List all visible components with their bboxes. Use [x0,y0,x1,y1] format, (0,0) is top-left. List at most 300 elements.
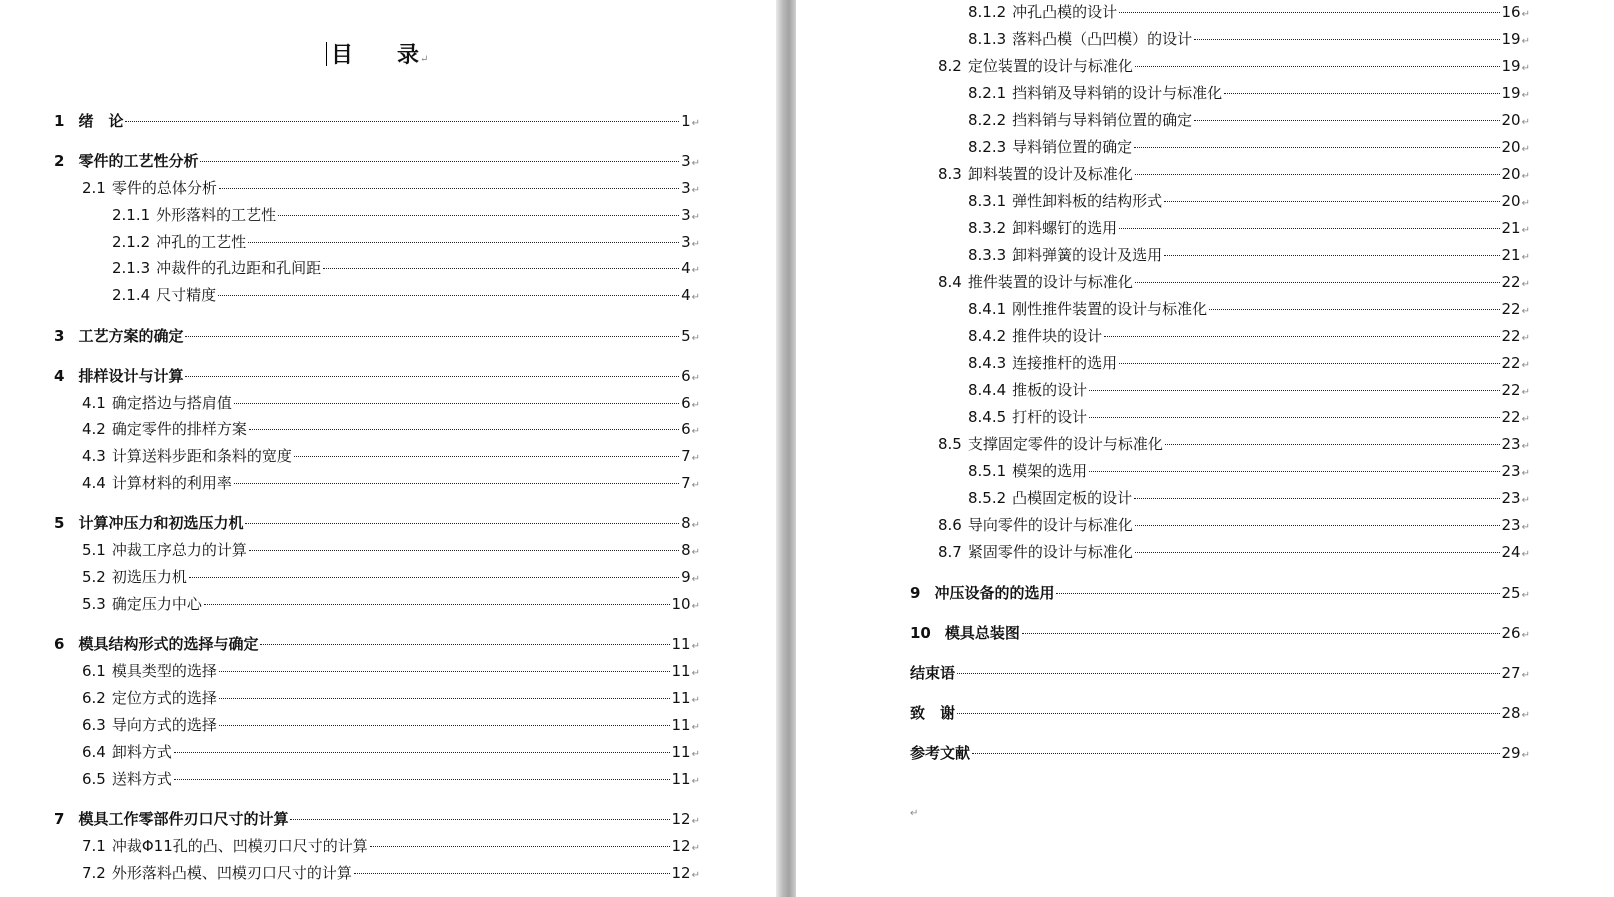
toc-entry-title: 定位方式的选择 [111,689,217,707]
toc-entry-title: 推板的设计 [1012,381,1088,399]
toc-entry-title: 初选压力机 [111,568,187,586]
dot-leader [189,577,679,578]
toc-entry-page: 23 [1501,435,1521,453]
toc-entry-number: 8.3.2 [968,219,1007,237]
toc-entry-page: 27 [1501,664,1521,682]
dot-leader [1022,633,1500,634]
toc-entry-page: 23 [1501,516,1521,534]
toc-entry-title: 模具结构形式的选择与确定 [78,635,259,653]
paragraph-mark-icon: ↵ [691,426,700,437]
toc-entry-page: 22 [1501,300,1521,318]
dot-leader [1089,471,1499,472]
toc-entry-title: 模架的选用 [1012,462,1088,480]
toc-entry-page: 20 [1501,192,1521,210]
paragraph-mark-icon: ↵ [691,574,700,585]
toc-entry-number: 8.4 [938,273,962,291]
toc-entry[interactable] [968,407,1530,430]
toc-entry[interactable] [968,29,1530,52]
toc-entry-title: 刚性推件装置的设计与标准化 [1012,300,1208,318]
toc-entry[interactable] [82,473,700,496]
toc-entry-title: 推件装置的设计与标准化 [967,273,1133,291]
toc-entry[interactable] [968,461,1530,484]
toc-heading [326,38,428,69]
toc-entry-title: 零件的总体分析 [111,179,217,197]
toc-entry-number: 4.1 [82,394,106,412]
toc-entry-title: 推件块的设计 [1012,327,1103,345]
toc-entry-number: 6.1 [82,662,106,680]
paragraph-mark-icon: ↵ [1521,117,1530,128]
toc-entry-page: 21 [1501,246,1521,264]
dot-leader [219,725,670,726]
toc-entry[interactable] [54,366,700,389]
dot-leader [1165,444,1500,445]
toc-entry[interactable] [54,513,700,536]
dot-leader [200,161,679,162]
dot-leader [972,753,1500,754]
paragraph-mark-icon: ↵ [691,520,700,531]
dot-leader [260,644,669,645]
toc-entry-number: 6.5 [82,770,106,788]
paragraph-mark-icon: ↵ [691,158,700,169]
toc-entry-title: 挡料销与导料销位置的确定 [1012,111,1193,129]
toc-entry-title: 外形落料的工艺性 [156,206,277,224]
toc-entry[interactable] [82,863,700,886]
dot-leader [1135,174,1500,175]
paragraph-mark-icon: ↵ [1521,750,1530,761]
toc-entry[interactable] [968,326,1530,349]
paragraph-mark-icon: ↵ [1521,144,1530,155]
toc-entry[interactable] [938,542,1530,565]
toc-entry-number: 8.7 [938,543,962,561]
toc-entry-page: 25 [1501,584,1521,602]
toc-entry-title: 计算材料的利用率 [111,474,232,492]
toc-entry[interactable] [82,540,700,563]
document-page-left [0,0,776,897]
toc-entry-number: 3 [54,327,65,345]
toc-entry[interactable] [82,688,700,711]
text-cursor [326,42,327,66]
toc-entry[interactable] [968,245,1530,268]
toc-entry[interactable] [112,232,700,255]
dot-leader [290,819,669,820]
toc-entry-number: 6 [54,635,65,653]
toc-entry-page: 4 [681,286,691,304]
toc-entry-page: 3 [681,179,691,197]
toc-entry[interactable] [54,809,700,832]
toc-entry-title: 绪 论 [78,112,124,130]
dot-leader [294,456,679,457]
paragraph-mark-icon: ↵ [691,480,700,491]
paragraph-mark-icon: ↵ [691,749,700,760]
toc-entry-title: 参考文献 [910,744,971,762]
toc-entry-title: 送料方式 [111,770,172,788]
toc-entry-title: 致 谢 [910,704,956,722]
paragraph-mark-icon: ↵ [1521,225,1530,236]
toc-entry-title: 落料凸模（凸凹模）的设计 [1012,30,1193,48]
dot-leader [1135,282,1500,283]
dot-leader [185,376,679,377]
paragraph-mark-icon: ↵ [1521,468,1530,479]
toc-entry-page: 7 [681,447,691,465]
dot-leader [278,215,679,216]
toc-entry-page: 3 [681,206,691,224]
paragraph-mark-icon: ↵ [1521,252,1530,263]
paragraph-mark-icon: ↵ [691,601,700,612]
toc-entry-title: 凸模固定板的设计 [1012,489,1133,507]
toc-entry[interactable] [910,703,1530,726]
toc-entry[interactable] [82,594,700,617]
toc-entry[interactable] [82,769,700,792]
toc-entry-title: 卸料装置的设计及标准化 [967,165,1133,183]
toc-entry-number: 5.1 [82,541,106,559]
toc-entry-title: 外形落料凸模、凹模刃口尺寸的计算 [111,864,352,882]
paragraph-mark-icon: ↵ [1521,387,1530,398]
paragraph-mark-icon: ↵ [1521,670,1530,681]
toc-entry-page: 19 [1501,57,1521,75]
toc-entry-number: 5 [54,514,65,532]
toc-entry-number: 2.1.3 [112,259,151,277]
toc-entry-number: 5.2 [82,568,106,586]
dot-leader [1135,525,1500,526]
paragraph-mark-icon: ↵ [1521,710,1530,721]
toc-entry-number: 8.3 [938,165,962,183]
dot-leader [245,523,679,524]
toc-entry-title: 冲孔凸模的设计 [1012,3,1118,21]
paragraph-mark-icon: ↵ [1521,360,1530,371]
toc-entry-page: 24 [1501,543,1521,561]
toc-entry-page: 9 [681,568,691,586]
toc-entry[interactable] [54,111,700,134]
toc-entry-page: 10 [671,595,691,613]
toc-entry-page: 20 [1501,111,1521,129]
paragraph-mark-icon: ↵ [691,185,700,196]
toc-entry-title: 排样设计与计算 [78,367,184,385]
dot-leader [957,713,1500,714]
toc-entry-number: 2.1.4 [112,286,151,304]
toc-entry-page: 7 [681,474,691,492]
toc-entry[interactable] [938,272,1530,295]
paragraph-mark-icon: ↵ [1521,590,1530,601]
paragraph-mark-icon: ↵ [691,400,700,411]
toc-entry[interactable] [968,137,1530,160]
toc-entry-title: 定位装置的设计与标准化 [967,57,1133,75]
toc-entry-title: 卸料方式 [111,743,172,761]
paragraph-mark-icon: ↵ [691,870,700,881]
dot-leader [248,242,679,243]
paragraph-mark-icon: ↵ [1521,36,1530,47]
toc-entry[interactable] [968,488,1530,511]
toc-entry-page: 26 [1501,624,1521,642]
dot-leader [1194,39,1499,40]
toc-entry[interactable] [968,191,1530,214]
dot-leader [218,295,679,296]
paragraph-mark-icon: ↵ [1521,333,1530,344]
toc-entry-title: 卸料螺钉的选用 [1012,219,1118,237]
paragraph-mark-icon: ↵ [420,54,429,65]
toc-entry-title: 紧固零件的设计与标准化 [967,543,1133,561]
toc-entry-page: 11 [671,770,691,788]
toc-entry[interactable] [54,151,700,174]
toc-entry-number: 8.5 [938,435,962,453]
toc-entry[interactable] [938,56,1530,79]
dot-leader [1119,228,1499,229]
toc-entry[interactable] [112,258,700,281]
toc-entry[interactable] [112,285,700,308]
toc-entry-number: 6.2 [82,689,106,707]
toc-entry-title: 冲裁Φ11孔的凸、凹模刃口尺寸的计算 [111,837,368,855]
paragraph-mark-icon: ↵ [1521,414,1530,425]
toc-entry-number: 10 [910,624,931,642]
paragraph-mark-icon: ↵ [691,776,700,787]
toc-entry[interactable] [82,419,700,442]
toc-entry-title: 冲孔的工艺性 [156,233,247,251]
toc-entry-page: 20 [1501,138,1521,156]
toc-entry[interactable] [910,663,1530,686]
toc-entry-page: 22 [1501,273,1521,291]
toc-entry-page: 11 [671,662,691,680]
dot-leader [185,336,679,337]
toc-entry-number: 8.3.3 [968,246,1007,264]
toc-entry-number: 8.5.1 [968,462,1007,480]
dot-leader [219,671,670,672]
toc-entry-page: 12 [671,810,691,828]
dot-leader [1224,93,1499,94]
paragraph-mark-icon: ↵ [1521,90,1530,101]
toc-entry-number: 4.4 [82,474,106,492]
toc-entry-number: 8.6 [938,516,962,534]
toc-entry-page: 23 [1501,462,1521,480]
toc-entry[interactable] [54,634,700,657]
paragraph-mark-icon: ↵ [691,333,700,344]
dot-leader [1134,147,1499,148]
toc-entry-title: 结束语 [910,664,956,682]
toc-entry-number: 2.1 [82,179,106,197]
toc-entry-number: 8.4.5 [968,408,1007,426]
toc-entry-title: 冲裁件的孔边距和孔间距 [156,259,322,277]
toc-entry[interactable] [938,164,1530,187]
toc-entry[interactable] [968,218,1530,241]
toc-entry-title: 支撑固定零件的设计与标准化 [967,435,1163,453]
toc-entry-number: 9 [910,584,921,602]
paragraph-mark-icon: ↵ [691,373,700,384]
toc-entry-title: 导向方式的选择 [111,716,217,734]
toc-entry-title: 卸料弹簧的设计及选用 [1012,246,1163,264]
dot-leader [1104,336,1499,337]
toc-entry-title: 零件的工艺性分析 [78,152,199,170]
toc-entry-title: 模具类型的选择 [111,662,217,680]
paragraph-mark-icon: ↵ [1521,549,1530,560]
toc-entry-title: 确定压力中心 [111,595,202,613]
dot-leader [249,550,679,551]
toc-entry[interactable] [82,836,700,859]
paragraph-mark-icon: ↵ [1521,171,1530,182]
toc-entry[interactable] [82,567,700,590]
dot-leader [174,752,670,753]
toc-entry[interactable] [968,353,1530,376]
dot-leader [370,846,670,847]
paragraph-mark-icon: ↵ [1521,306,1530,317]
toc-entry-number: 8.4.4 [968,381,1007,399]
toc-entry-title: 弹性卸料板的结构形式 [1012,192,1163,210]
paragraph-mark-icon: ↵ [1521,522,1530,533]
paragraph-mark-icon: ↵ [1521,198,1530,209]
dot-leader [1164,201,1499,202]
toc-entry-page: 22 [1501,327,1521,345]
toc-entry-title: 模具工作零部件刃口尺寸的计算 [78,810,289,828]
toc-entry-number: 8.5.2 [968,489,1007,507]
toc-entry-title: 冲压设备的的选用 [934,584,1055,602]
toc-entry-page: 11 [671,716,691,734]
toc-entry-title: 工艺方案的确定 [78,327,184,345]
dot-leader [323,268,679,269]
toc-entry-page: 6 [681,394,691,412]
dot-leader [249,429,679,430]
toc-entry-page: 3 [681,152,691,170]
toc-entry-number: 8.2 [938,57,962,75]
paragraph-mark-icon: ↵ [691,843,700,854]
toc-entry[interactable] [968,110,1530,133]
toc-entry-page: 11 [671,635,691,653]
dot-leader [1119,363,1499,364]
toc-entry-page: 5 [681,327,691,345]
paragraph-mark-icon: ↵ [1521,9,1530,20]
dot-leader [125,121,679,122]
toc-entry[interactable] [112,205,700,228]
toc-entry-page: 29 [1501,744,1521,762]
toc-entry-number: 4 [54,367,65,385]
toc-entry-number: 7 [54,810,65,828]
toc-entry[interactable] [82,715,700,738]
paragraph-mark-icon: ↵ [691,265,700,276]
toc-entry[interactable] [910,743,1530,766]
dot-leader [174,779,670,780]
toc-entry[interactable] [968,380,1530,403]
toc-entry[interactable] [82,178,700,201]
toc-entry-number: 8.2.1 [968,84,1007,102]
toc-entry[interactable] [82,661,700,684]
toc-entry[interactable] [968,299,1530,322]
paragraph-mark-icon: ↵ [1521,441,1530,452]
toc-entry-page: 11 [671,689,691,707]
toc-entry-title: 确定零件的排样方案 [111,420,247,438]
toc-entry-page: 3 [681,233,691,251]
paragraph-mark-icon: ↵ [691,239,700,250]
toc-entry-page: 8 [681,514,691,532]
toc-entry[interactable] [968,2,1530,25]
toc-entry-number: 8.3.1 [968,192,1007,210]
dot-leader [957,673,1500,674]
dot-leader [234,403,679,404]
toc-entry-number: 8.1.2 [968,3,1007,21]
toc-entry[interactable] [968,83,1530,106]
toc-entry-page: 23 [1501,489,1521,507]
toc-entry-number: 5.3 [82,595,106,613]
toc-entry-title: 导料销位置的确定 [1012,138,1133,156]
toc-entry-number: 6.3 [82,716,106,734]
toc-entry-number: 7.2 [82,864,106,882]
toc-entry-page: 12 [671,837,691,855]
toc-entry-page: 16 [1501,3,1521,21]
toc-entry-page: 21 [1501,219,1521,237]
paragraph-mark-icon: ↵ [691,641,700,652]
toc-entry-title: 打杆的设计 [1012,408,1088,426]
toc-entry-number: 8.4.3 [968,354,1007,372]
document-page-right [796,0,1614,897]
paragraph-mark-icon: ↵ [691,695,700,706]
dot-leader [1056,593,1499,594]
toc-entry-page: 11 [671,743,691,761]
toc-entry[interactable] [938,515,1530,538]
dot-leader [1135,552,1500,553]
page-gutter [776,0,796,897]
toc-entry-number: 8.4.2 [968,327,1007,345]
toc-entry-title: 模具总装图 [944,624,1020,642]
toc-entry-number: 1 [54,112,65,130]
toc-entry-page: 22 [1501,381,1521,399]
toc-entry[interactable] [910,623,1530,646]
toc-entry-number: 8.2.2 [968,111,1007,129]
toc-entry[interactable] [938,434,1530,457]
toc-entry-number: 8.1.3 [968,30,1007,48]
toc-entry-title: 连接推杆的选用 [1012,354,1118,372]
dot-leader [1164,255,1499,256]
toc-entry[interactable] [82,393,700,416]
toc-entry-title: 确定搭边与搭肩值 [111,394,232,412]
toc-heading-text: 目 录 [331,42,420,68]
toc-entry-number: 4.3 [82,447,106,465]
toc-entry-page: 8 [681,541,691,559]
toc-entry[interactable] [82,446,700,469]
dot-leader [1134,498,1499,499]
dot-leader [1089,417,1499,418]
toc-entry[interactable] [54,326,700,349]
empty-paragraph-mark: ↵ [910,808,919,819]
toc-entry-title: 冲裁工序总力的计算 [111,541,247,559]
toc-entry-page: 20 [1501,165,1521,183]
toc-entry-page: 19 [1501,84,1521,102]
toc-entry-number: 2.1.2 [112,233,151,251]
toc-entry-number: 8.4.1 [968,300,1007,318]
toc-entry-page: 22 [1501,354,1521,372]
toc-entry-page: 28 [1501,704,1521,722]
toc-entry-page: 22 [1501,408,1521,426]
toc-entry-page: 6 [681,420,691,438]
toc-entry[interactable] [82,742,700,765]
dot-leader [204,604,670,605]
toc-entry-page: 12 [671,864,691,882]
toc-entry-number: 2 [54,152,65,170]
paragraph-mark-icon: ↵ [691,292,700,303]
paragraph-mark-icon: ↵ [1521,495,1530,506]
toc-entry-number: 8.2.3 [968,138,1007,156]
toc-entry-title: 计算送料步距和条料的宽度 [111,447,292,465]
toc-entry-number: 2.1.1 [112,206,151,224]
paragraph-mark-icon: ↵ [691,118,700,129]
toc-entry-number: 7.1 [82,837,106,855]
paragraph-mark-icon: ↵ [691,668,700,679]
dot-leader [1119,12,1499,13]
dot-leader [219,698,670,699]
toc-entry-number: 4.2 [82,420,106,438]
paragraph-mark-icon: ↵ [691,722,700,733]
dot-leader [1194,120,1499,121]
toc-entry[interactable] [910,583,1530,606]
dot-leader [1089,390,1499,391]
toc-entry-title: 计算冲压力和初选压力机 [78,514,244,532]
paragraph-mark-icon: ↵ [1521,63,1530,74]
dot-leader [354,873,670,874]
toc-entry-page: 1 [681,112,691,130]
